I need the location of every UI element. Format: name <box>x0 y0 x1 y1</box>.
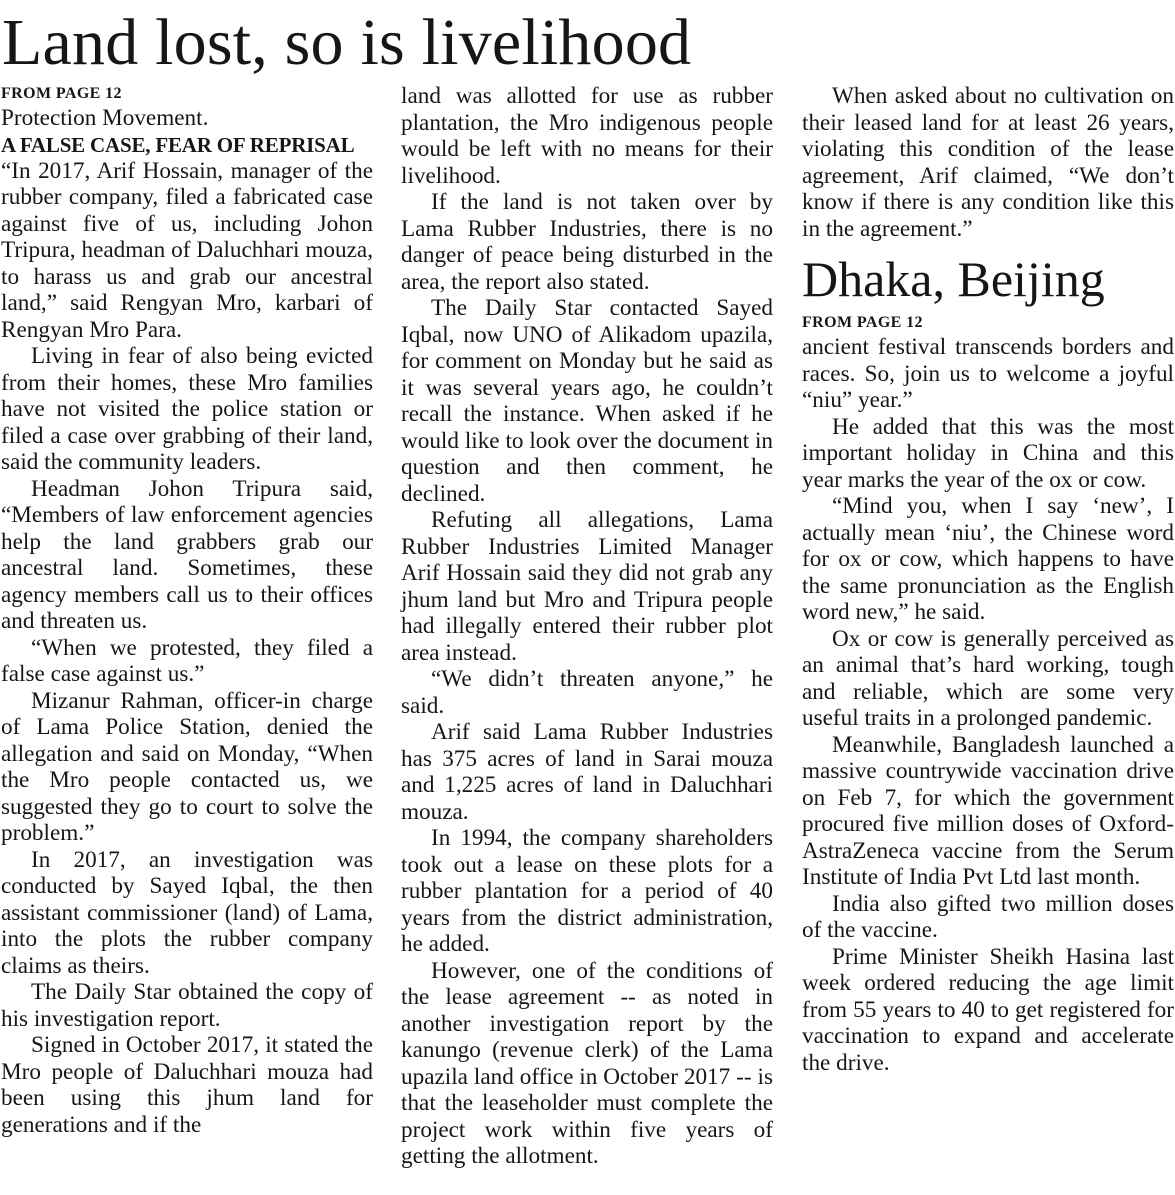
paragraph: Prime Minister Sheikh Hasina last week ordered reducing the age limit from 55 years to 40 to get registered for vaccination to expand and accelerate the drive. <box>802 943 1174 1076</box>
paragraph: The Daily Star obtained the copy of his investigation report. <box>1 979 373 1032</box>
paragraph: India also gifted two million doses of the vaccine. <box>802 890 1174 943</box>
article-column-1 <box>1 83 373 1138</box>
paragraph: land was allotted for use as rubber plantation, the Mro indigenous people would be left with no means for their livelihood. <box>401 83 773 189</box>
main-headline: Land lost, so is livelihood <box>2 6 692 79</box>
paragraph: Protection Movement. <box>1 105 209 131</box>
crosshead: A FALSE CASE, FEAR OF REPRISAL <box>1 132 355 157</box>
paragraph: Ox or cow is generally perceived as an animal that’s hard working, tough and reliable, which are some very useful traits in a prolonged pandemic. <box>802 625 1174 731</box>
paragraph: “In 2017, Arif Hossain, manager of the rubber company, filed a fabricated case against five of us, including Johon Tripura, headman of Daluchhari mouza, to harass us and grab our ancestral land,” said Rengyan Mro, karbari of Rengyan Mro Para. <box>1 157 373 343</box>
paragraph: Meanwhile, Bangladesh launched a massive countrywide vaccination drive on Feb 7, for which the government procured five million doses of Oxford-AstraZeneca vaccine from the Serum Institute of India Pvt Ltd last month. <box>802 731 1174 890</box>
paragraph: In 2017, an investigation was conducted by Sayed Iqbal, the then assistant commissioner (land) of Lama, into the plots the rubber company claims as theirs. <box>1 846 373 979</box>
article-column-3 <box>802 83 1174 1076</box>
paragraph: “When we protested, they filed a false case against us.” <box>1 634 373 687</box>
paragraph: Arif said Lama Rubber Industries has 375 acres of land in Sarai mouza and 1,225 acres of land in Daluchhari mouza. <box>401 719 773 825</box>
from-page-label: FROM PAGE 12 <box>1 85 122 102</box>
second-headline: Dhaka, Beijing <box>802 251 1105 307</box>
paragraph: Headman Johon Tripura said, “Members of law enforcement agencies help the land grabbers grab our ancestral land. Sometimes, these agency members call us to their offices and threaten us. <box>1 475 373 634</box>
paragraph: He added that this was the most important holiday in China and this year marks the year of the ox or cow. <box>802 413 1174 493</box>
paragraph: “Mind you, when I say ‘new’, I actually mean ‘niu’, the Chinese word for ox or cow, which happens to have the same pronunciation as the English word new,” he said. <box>802 493 1174 625</box>
paragraph: “We didn’t threaten anyone,” he said. <box>401 666 773 719</box>
paragraph: If the land is not taken over by Lama Rubber Industries, there is no danger of peace being disturbed in the area, the report also stated. <box>401 189 773 295</box>
paragraph: When asked about no cultivation on their leased land for at least 26 years, violating this condition of the lease agreement, Arif claimed, “We don’t know if there is any condition like this in the agreement.” <box>802 83 1174 242</box>
paragraph: Signed in October 2017, it stated the Mro people of Daluchhari mouza had been using this jhum land for generations and if the <box>1 1032 373 1138</box>
paragraph: Mizanur Rahman, officer-in charge of Lama Police Station, denied the allegation and said on Monday, “When the Mro people contacted us, we suggested they go to court to solve the problem.” <box>1 687 373 846</box>
paragraph: ancient festival transcends borders and races. So, join us to welcome a joyful “niu” year.” <box>802 334 1174 413</box>
article-column-2 <box>401 83 773 1170</box>
paragraph: However, one of the conditions of the lease agreement -- as noted in another investigation report by the kanungo (revenue clerk) of the Lama upazila land office in October 2017 -- is that the leaseholder must complete the project work within five years of getting the allotment. <box>401 957 773 1169</box>
paragraph: The Daily Star contacted Sayed Iqbal, now UNO of Alikadom upazila, for comment on Monday but he said as it was several years ago, he couldn’t recall the instance. When asked if he would like to look over the document in question and then comment, he declined. <box>401 295 773 507</box>
paragraph: In 1994, the company shareholders took out a lease on these plots for a rubber plantation for a period of 40 years from the district administration, he added. <box>401 825 773 957</box>
paragraph: Living in fear of also being evicted from their homes, these Mro families have not visited the police station or filed a case over grabbing of their land, said the community leaders. <box>1 343 373 475</box>
paragraph: Refuting all allegations, Lama Rubber Industries Limited Manager Arif Hossain said they did not grab any jhum land but Mro and Tripura people had illegally entered their rubber plot area instead. <box>401 507 773 666</box>
from-page-label: FROM PAGE 12 <box>802 314 923 331</box>
